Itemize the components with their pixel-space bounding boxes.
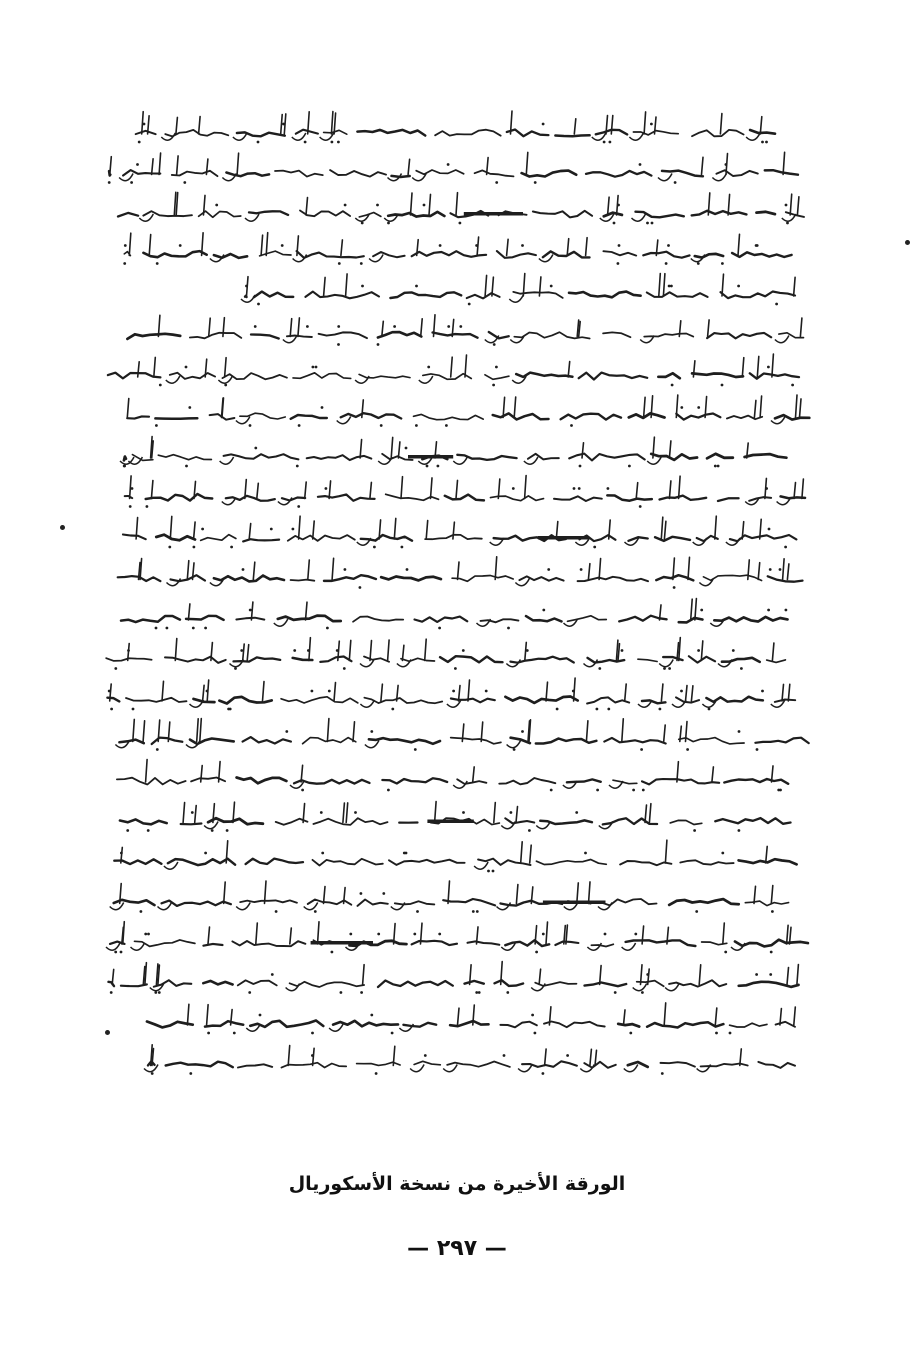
manuscript-line xyxy=(110,881,789,913)
manuscript-line xyxy=(118,192,804,224)
manuscript-line xyxy=(107,678,795,710)
manuscript-line xyxy=(120,802,791,832)
manuscript-line xyxy=(121,599,788,630)
manuscript-line xyxy=(118,557,803,589)
margin-mark xyxy=(105,1030,110,1035)
handwritten-manuscript-lines xyxy=(95,95,825,1135)
manuscript-line xyxy=(127,395,809,427)
manuscript-line xyxy=(115,719,808,751)
manuscript-line xyxy=(136,111,775,143)
manuscript-line xyxy=(147,1003,795,1034)
manuscript-line xyxy=(125,476,805,508)
manuscript-line xyxy=(241,274,795,306)
manuscript-line xyxy=(114,840,796,872)
margin-mark xyxy=(60,525,65,530)
manuscript-line xyxy=(108,354,799,386)
manuscript-line xyxy=(123,516,796,548)
figure-caption: الورقة الأخيرة من نسخة الأسكوريال xyxy=(288,1173,626,1195)
manuscript-line xyxy=(120,437,786,468)
margin-mark xyxy=(905,240,910,245)
manuscript-line xyxy=(123,233,791,265)
manuscript-line xyxy=(117,760,788,792)
manuscript-image xyxy=(95,95,825,1135)
manuscript-line xyxy=(106,922,808,954)
manuscript-line xyxy=(109,962,799,994)
manuscript-line xyxy=(106,638,785,670)
manuscript-line xyxy=(127,315,803,346)
manuscript-line xyxy=(144,1045,795,1075)
page-number: — ٢٩٧ — xyxy=(407,1236,507,1261)
manuscript-line xyxy=(108,152,798,184)
